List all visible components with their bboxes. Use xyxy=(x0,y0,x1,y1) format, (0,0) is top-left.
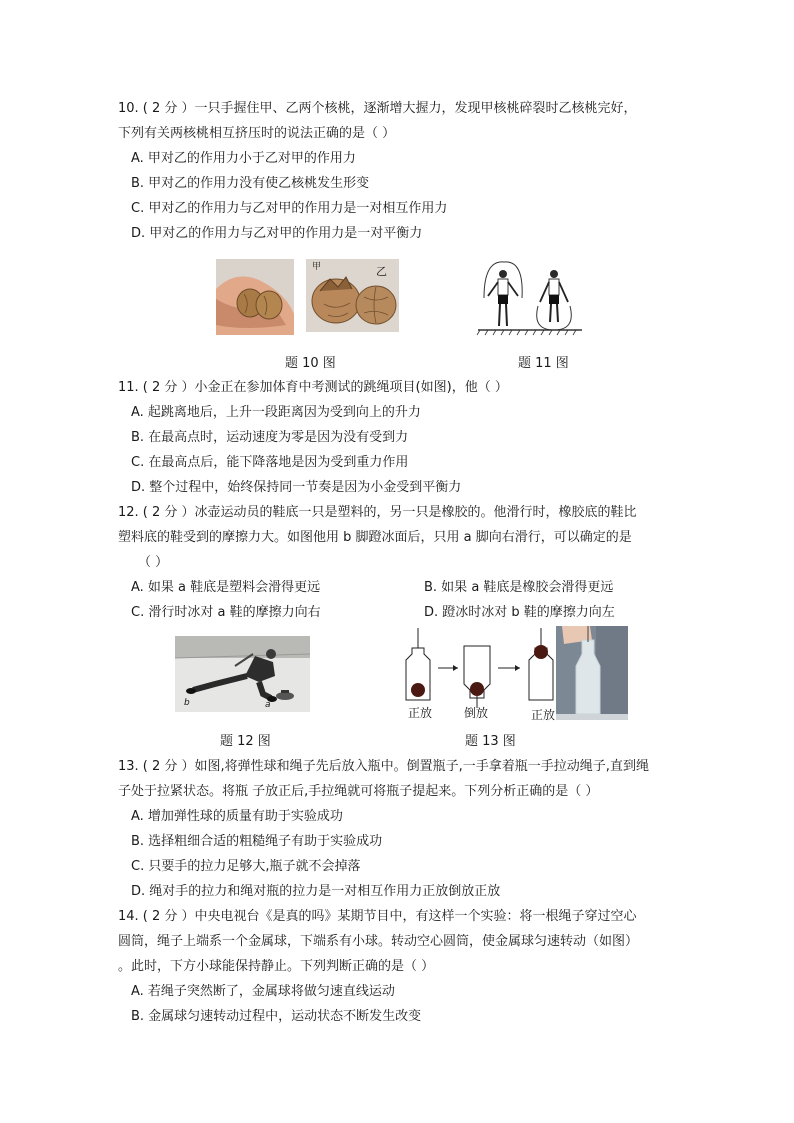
q13-stem-line1: 13. ( 2 分 ）如图,将弹性球和绳子先后放入瓶中。倒置瓶子,一手拿着瓶一手拉动绳子,直到绳 xyxy=(118,759,649,774)
q14-option-b: B. 金属球匀速转动过程中，运动状态不断发生改变 xyxy=(131,1009,422,1024)
q12-stem-line1: 12. ( 2 分 ）冰壶运动员的鞋底一只是塑料的，另一只是橡胶的。他滑行时，橡胶底的鞋比 xyxy=(118,505,637,520)
curling-label-a: a xyxy=(265,700,271,710)
q12-option-a: A. 如果 a 鞋底是塑料会滑得更远 xyxy=(131,580,321,595)
q14-option-a: A. 若绳子突然断了，金属球将做匀速直线运动 xyxy=(131,984,395,999)
q10-stem-line2: 下列有关两核桃相互挤压时的说法正确的是（ ） xyxy=(118,126,396,141)
bottle-label-inverted: 倒放 xyxy=(464,706,489,720)
figure-10-caption: 题 10 图 xyxy=(285,356,336,371)
q11-option-c: C. 在最高点后，能下降落地是因为受到重力作用 xyxy=(131,455,409,470)
curling-athlete-photo xyxy=(175,636,310,712)
q10-option-d: D. 甲对乙的作用力与乙对甲的作用力是一对平衡力 xyxy=(131,226,423,241)
q12-option-b: B. 如果 a 鞋底是橡胶会滑得更远 xyxy=(424,580,614,595)
q12-stem-line3: （ ） xyxy=(138,555,169,570)
hand-walnuts-photo xyxy=(216,259,294,335)
q12-option-d: D. 蹬冰时冰对 b 鞋的摩擦力向左 xyxy=(424,605,615,620)
q10-option-a: A. 甲对乙的作用力小于乙对甲的作用力 xyxy=(131,151,356,166)
walnut-label-jia: 甲 xyxy=(312,262,322,272)
q14-stem-line2: 圆筒，绳子上端系一个金属球，下端系有小球。转动空心圆筒，使金属球匀速转动（如图） xyxy=(118,934,639,949)
q14-stem-line3: 。此时，下方小球能保持静止。下列判断正确的是（ ） xyxy=(118,959,435,974)
q13-stem-line2: 子处于拉紧状态。将瓶 子放正后,手拉绳就可将瓶子提起来。下列分析正确的是（ ） xyxy=(118,784,599,799)
curling-label-b: b xyxy=(184,698,190,708)
q13-option-d: D. 绳对手的拉力和绳对瓶的拉力是一对相互作用力正放倒放正放 xyxy=(131,884,501,899)
walnut-label-yi: 乙 xyxy=(376,265,387,278)
figure-13-caption: 题 13 图 xyxy=(465,734,516,749)
q11-option-d: D. 整个过程中，始终保持同一节奏是因为小金受到平衡力 xyxy=(131,480,462,495)
q12-option-c: C. 滑行时冰对 a 鞋的摩擦力向右 xyxy=(131,605,321,620)
q12-stem-line2: 塑料底的鞋受到的摩擦力大。如图他用 b 脚蹬冰面后，只用 a 脚向右滑行，可以确定的是 xyxy=(118,530,632,545)
q14-stem-line1: 14. ( 2 分 ）中央电视台《是真的吗》某期节目中，有这样一个实验：将一根绳子穿过空心 xyxy=(118,909,637,924)
q11-option-a: A. 起跳离地后，上升一段距离因为受到向上的升力 xyxy=(131,405,421,420)
q11-option-b: B. 在最高点时，运动速度为零是因为没有受到力 xyxy=(131,430,409,445)
q13-option-a: A. 增加弹性球的质量有助于实验成功 xyxy=(131,809,343,824)
q11-stem-line1: 11. ( 2 分 ）小金正在参加体育中考测试的跳绳项目(如图)，他（ ） xyxy=(118,380,508,395)
q13-option-b: B. 选择粗细合适的粗糙绳子有助于实验成功 xyxy=(131,834,383,849)
q10-option-b: B. 甲对乙的作用力没有使乙核桃发生形变 xyxy=(131,176,370,191)
bottle-label-upright-2: 正放 xyxy=(531,708,556,722)
bottle-lift-photo xyxy=(556,626,628,720)
bottle-label-upright-1: 正放 xyxy=(408,706,433,720)
q10-stem-line1: 10. ( 2 分 ）一只手握住甲、乙两个核桃，逐渐增大握力，发现甲核桃碎裂时乙核桃完好， xyxy=(118,101,637,116)
figure-11-caption: 题 11 图 xyxy=(518,356,569,371)
figure-12-caption: 题 12 图 xyxy=(220,734,271,749)
rope-jumping-figure xyxy=(476,258,584,336)
q13-option-c: C. 只要手的拉力足够大,瓶子就不会掉落 xyxy=(131,859,361,874)
q10-option-c: C. 甲对乙的作用力与乙对甲的作用力是一对相互作用力 xyxy=(131,201,448,216)
